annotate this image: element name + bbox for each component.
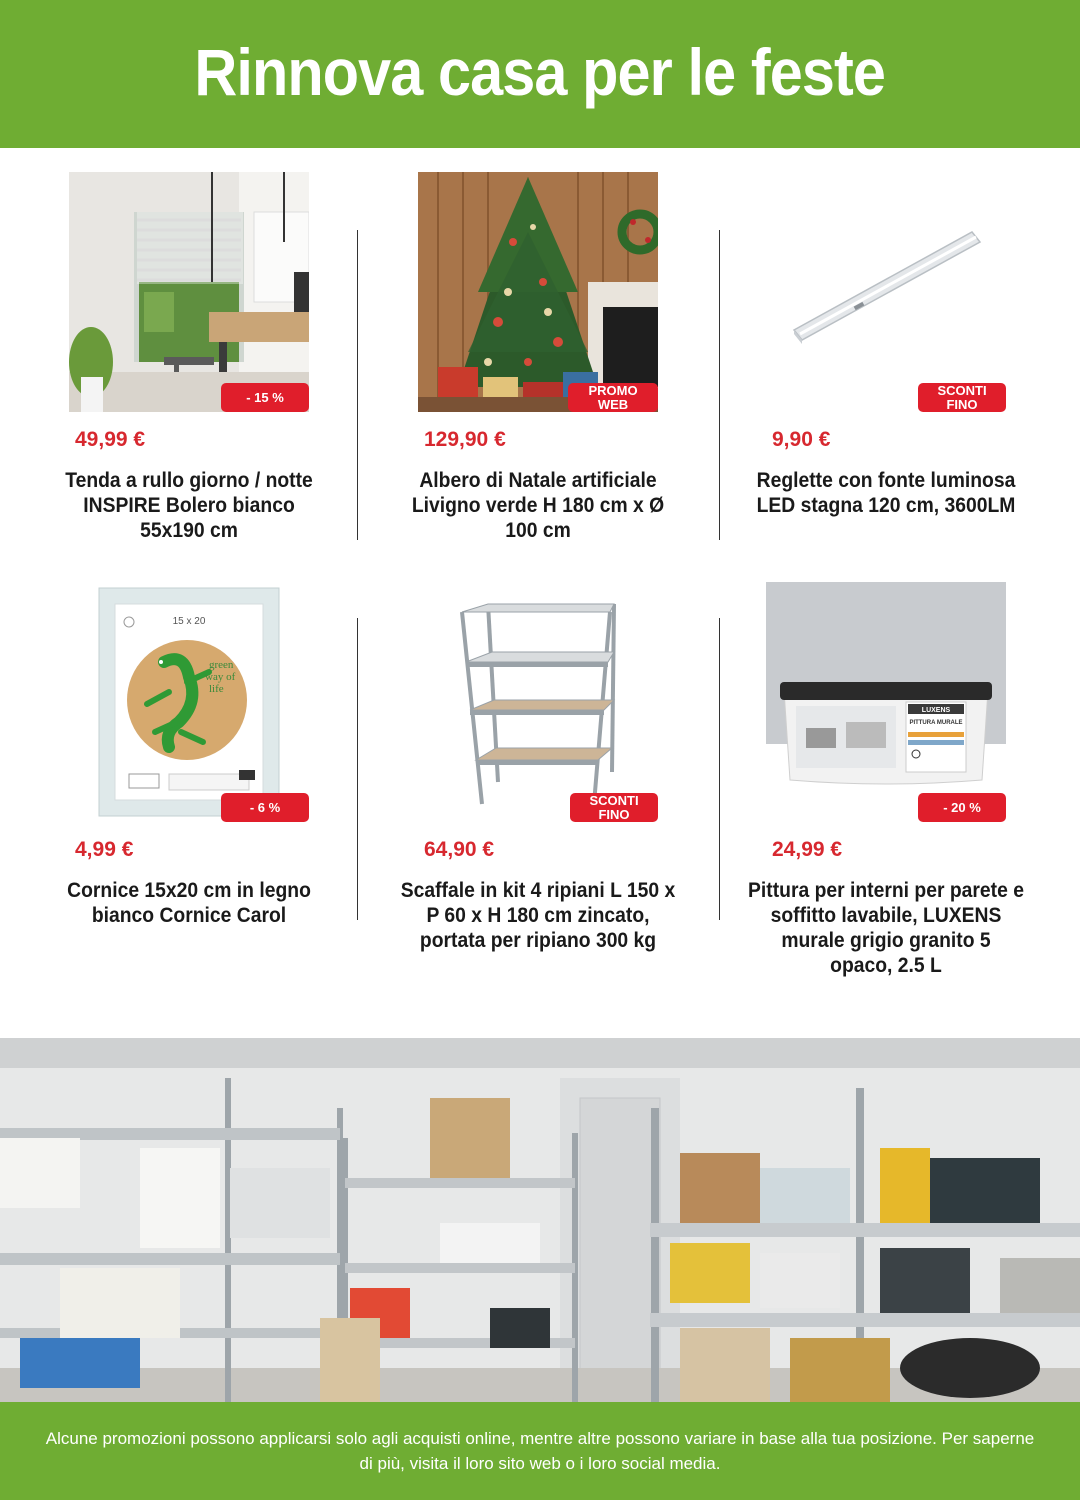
column-divider: [357, 230, 358, 540]
page-title: Rinnova casa per le feste: [194, 35, 886, 109]
product-image-shelving-unit: [418, 582, 658, 822]
discount-badge-text: - 20 %: [943, 799, 981, 815]
badge-line-2: WEB: [597, 396, 629, 412]
paint-label-text: PITTURA MURALE: [909, 720, 963, 726]
discount-badge: [918, 793, 1006, 822]
frame-logo-text: green way of life: [205, 659, 236, 695]
badge-line-2: FINO: [598, 806, 630, 822]
paint-brand-text: LUXENS: [921, 707, 951, 714]
product-title[interactable]: Cornice 15x20 cm in legno bianco Cornice Carol: [67, 879, 311, 927]
product-image-picture-frame: [69, 582, 309, 822]
product-title[interactable]: Scaffale in kit 4 ripiani L 150 x P 60 x H 180 cm zincato, portata per ripiano 300 kg: [400, 879, 676, 952]
product-price: 49,99 €: [75, 428, 146, 451]
badge-line-1: SCONTI: [937, 382, 987, 398]
page-footer: [0, 1402, 1080, 1500]
product-title[interactable]: Reglette con fonte luminosa LED stagna 120 cm, 3600LM: [756, 469, 1016, 517]
badge-line-1: PROMO: [588, 382, 638, 398]
product-title[interactable]: Albero di Natale artificiale Livigno verde H 180 cm x Ø 100 cm: [411, 469, 665, 542]
discount-badge-text: - 15 %: [246, 389, 284, 405]
column-divider: [719, 230, 720, 540]
product-price: 24,99 €: [772, 838, 843, 861]
product-image-wall-paint: [766, 582, 1006, 822]
product-price: 9,90 €: [772, 428, 831, 451]
promo-web-badge: [568, 383, 658, 412]
badge-line-1: SCONTI: [589, 792, 639, 808]
column-divider: [357, 618, 358, 920]
product-image-roller-blind: [69, 172, 309, 412]
page-header: [0, 0, 1080, 148]
discount-badge-text: - 6 %: [249, 799, 281, 815]
product-image-christmas-tree: [418, 172, 658, 412]
sconti-fino-badge: [918, 383, 1006, 412]
garage-banner-image: [0, 1038, 1080, 1402]
disclaimer-text: Alcune promozioni possono applicarsi solo agli acquisti online, mentre altre possono variare in base alla tua posizione. Per saperne di più, visita il loro sito web o i loro social media.: [45, 1429, 1035, 1473]
product-title[interactable]: Pittura per interni per parete e soffitto lavabile, LUXENS murale grigio granito 5 opaco, 2.5 L: [748, 879, 1024, 977]
discount-badge: [221, 383, 309, 412]
product-title[interactable]: Tenda a rullo giorno / notte INSPIRE Bolero bianco 55x190 cm: [65, 469, 313, 542]
product-image-led-reglette: [766, 172, 1006, 412]
badge-line-2: FINO: [946, 396, 978, 412]
product-price: 4,99 €: [75, 838, 134, 861]
sconti-fino-badge: [570, 793, 658, 822]
column-divider: [719, 618, 720, 920]
product-price: 129,90 €: [424, 428, 506, 451]
frame-size-text: 15 x 20: [172, 616, 206, 627]
product-price: 64,90 €: [424, 838, 495, 861]
discount-badge: [221, 793, 309, 822]
